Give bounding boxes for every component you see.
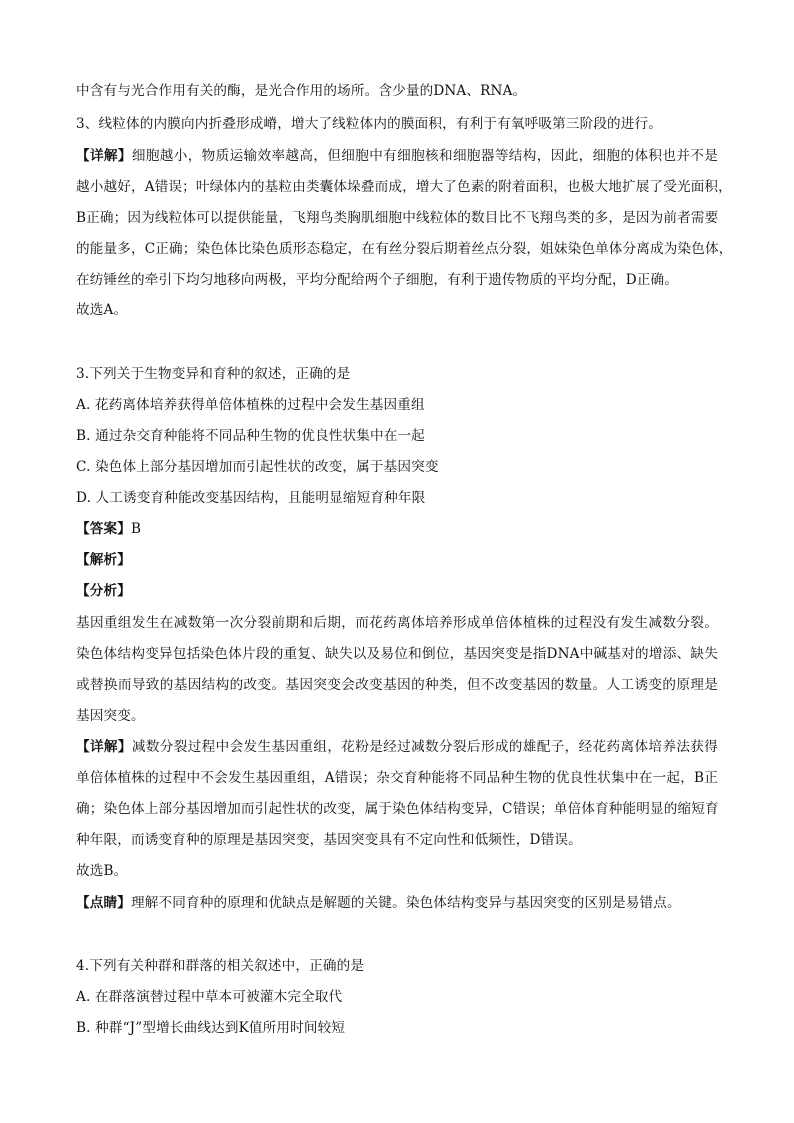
text-line: 或替换而导致的基因结构的改变。基因突变会改变基因的种类，但不改变基因的数量。人工诱变的原理是 xyxy=(76,677,718,693)
text-line: 确；染色体上部分基因增加而引起性状的改变，属于染色体结构变异，C错误；单倍体育种能明显的缩短育 xyxy=(76,801,719,817)
section-tag: 【详解】 xyxy=(76,739,132,755)
answer-choice-line: 故选A。 xyxy=(76,302,128,318)
question-stem: 3.下列关于生物变异和育种的叙述，正确的是 xyxy=(76,366,351,382)
section-tag: 【解析】 xyxy=(76,552,131,568)
text-line: 基因突变。 xyxy=(76,708,145,724)
text-line: 种年限，而诱变育种的原理是基因突变，基因突变具有不定向性和低频性，D错误。 xyxy=(76,832,582,848)
text-line: 3、线粒体的内膜向内折叠形成嵴，增大了线粒体内的膜面积，有利于有氧呼吸第三阶段的进行。 xyxy=(76,116,663,132)
text-line: 中含有与光合作用有关的酶，是光合作用的场所。含少量的DNA、RNA。 xyxy=(76,83,527,99)
section-tag: 【详解】 xyxy=(76,148,132,164)
text-line: 在纺锤丝的牵引下均匀地移向两极，平均分配给两个子细胞，有利于遗传物质的平均分配，D正确。 xyxy=(76,272,679,288)
answer-choice-line: 故选B。 xyxy=(76,863,128,879)
analysis-subheading xyxy=(76,581,131,601)
detail-paragraph-line: 【详解】减数分裂过程中会发生基因重组，花粉是经过减数分裂后形成的雄配子，经花药离体培养法获得 xyxy=(76,739,719,755)
detail-paragraph-line: 【详解】细胞越小，物质运输效率越高，但细胞中有细胞核和细胞器等结构，因此，细胞的体积也并不是 xyxy=(76,148,719,164)
text-line: 基因重组发生在减数第一次分裂前期和后期，而花药离体培养形成单倍体植株的过程没有发生减数分裂。 xyxy=(76,615,718,631)
option-a: A. 花药离体培养获得单倍体植株的过程中会发生基因重组 xyxy=(76,397,425,413)
option-c: C. 染色体上部分基因增加而引起性状的改变，属于基因突变 xyxy=(76,459,439,475)
section-tag: 【答案】 xyxy=(76,521,131,537)
text-line: 染色体结构变异包括染色体片段的重复、缺失以及易位和倒位，基因突变是指DNA中碱基对的增添、缺失 xyxy=(76,646,718,662)
option-b: B. 通过杂交育种能将不同品种生物的优良性状集中在一起 xyxy=(76,428,425,444)
section-tag: 【分析】 xyxy=(76,583,131,599)
text-line: 单倍体植株的过程中不会发生基因重组，A错误；杂交育种能将不同品种生物的优良性状集中在一起，B正 xyxy=(76,770,718,786)
answer-line: 【答案】B xyxy=(76,521,142,537)
question-stem: 4.下列有关种群和群落的相关叙述中，正确的是 xyxy=(76,958,365,974)
analysis-heading xyxy=(76,550,131,570)
option-a: A. 在群落演替过程中草本可被灌木完全取代 xyxy=(76,989,343,1005)
option-d: D. 人工诱变育种能改变基因结构，且能明显缩短育种年限 xyxy=(76,490,426,506)
section-tag: 【点睛】 xyxy=(76,895,131,911)
text-line: 越小越好，A错误；叶绿体内的基粒由类囊体垛叠而成，增大了色素的附着面积，也极大地扩展了受光面积， xyxy=(76,179,732,195)
text-line: B正确；因为线粒体可以提供能量，飞翔鸟类胸肌细胞中线粒体的数目比不飞翔鸟类的多，是因为前者需要 xyxy=(76,210,719,226)
option-b: B. 种群“J”型增长曲线达到K值所用时间较短 xyxy=(76,1020,346,1036)
text-line: 的能量多，C正确；染色体比染色质形态稳定，在有丝分裂后期着丝点分裂，姐妹染色单体分离成为染色体， xyxy=(76,241,733,257)
tip-line: 【点睛】理解不同育种的原理和优缺点是解题的关键。染色体结构变异与基因突变的区别是易错点。 xyxy=(76,895,681,911)
